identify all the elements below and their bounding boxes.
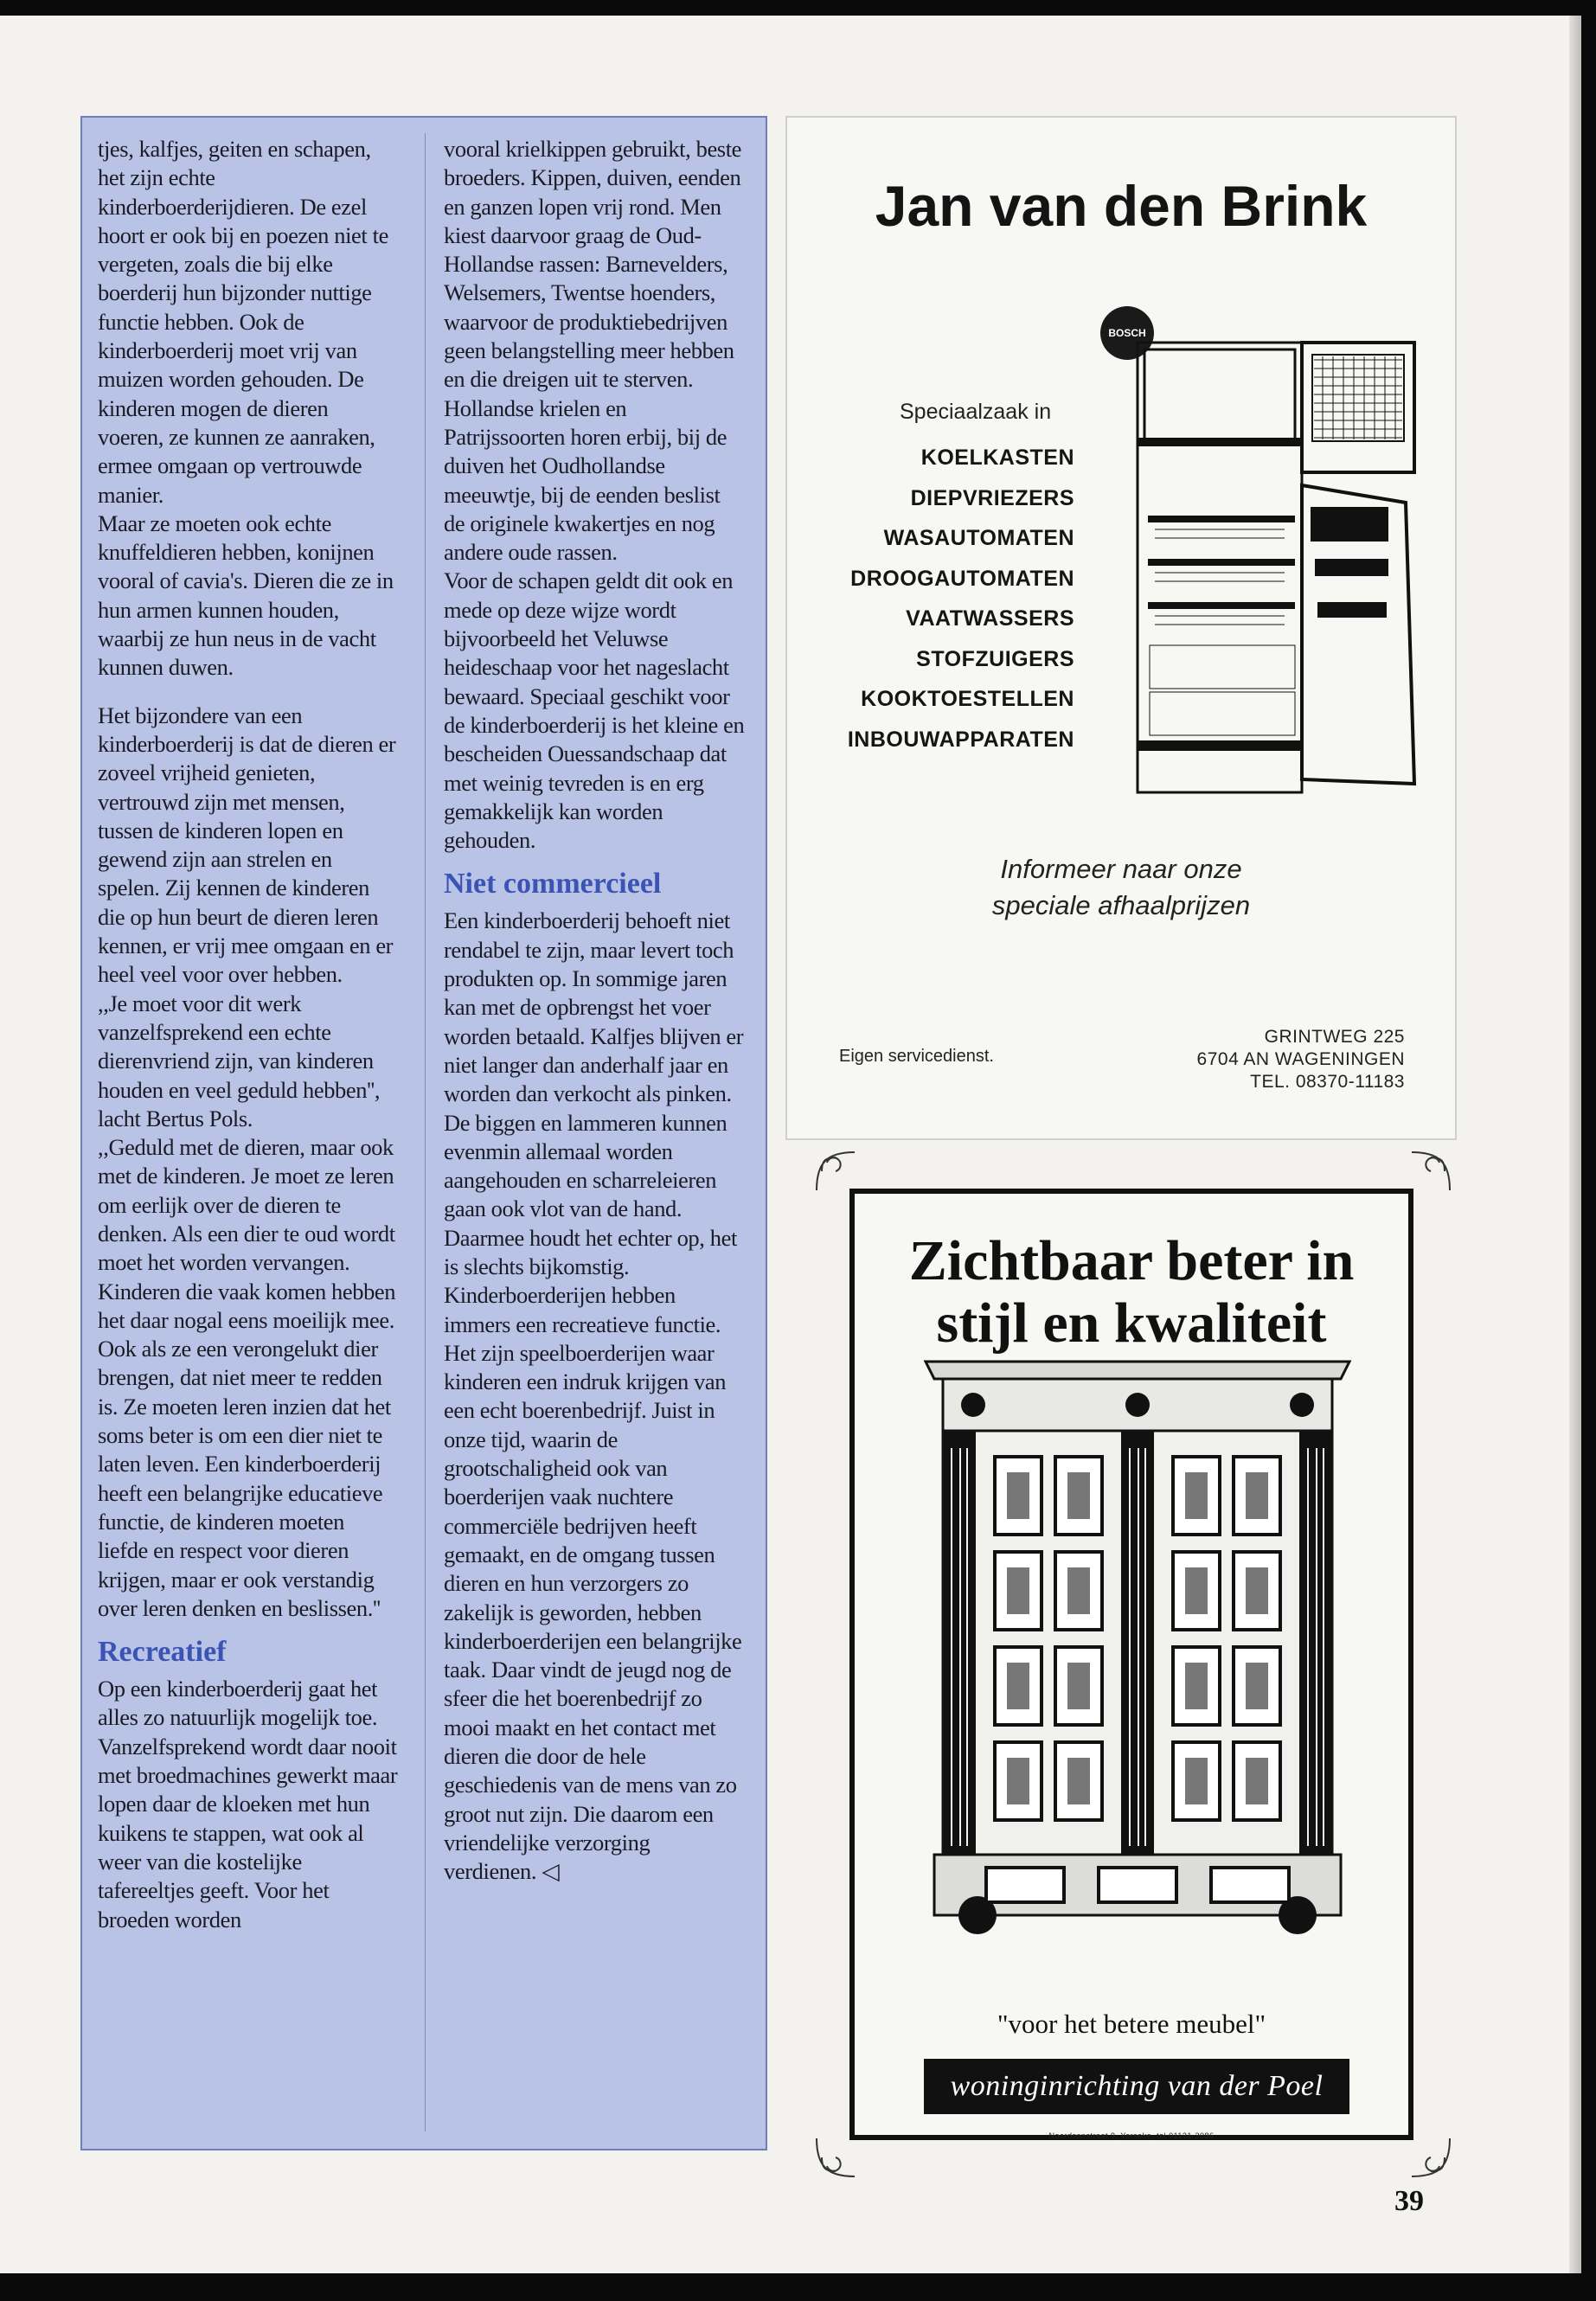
ad-frame — [849, 1189, 1413, 2140]
article-column-right — [444, 135, 745, 1887]
product-item: DROOGAUTOMATEN — [850, 566, 1074, 591]
article-panel — [80, 116, 767, 2150]
product-item: STOFZUIGERS — [916, 646, 1074, 671]
ad-headline-line: stijl en kwaliteit — [936, 1292, 1327, 1355]
article-paragraph: Het zijn speelboerderijen waar kinderen een indruk krijgen van een echt boerenbedrijf. Juist in onze tijd, waarin de grootschaligheid ook van boerderijen vaak nuchtere commerciële bedrijven heeft gemaakt, en de omgang tussen dieren en hun verzorgers zo zakelijk is geworden, hebben kinderboerderijen een belangrijke taak. Daar vindt de jeugd nog de sfeer die het boerenbedrijf zo mooi maakt en het contact met dieren die door de hele geschiedenis van de mens van zo groot nut zijn. Die daarom een vriendelijke verzorging verdienen. ◁ — [444, 1339, 742, 1885]
page-edge — [1569, 16, 1581, 2273]
article-paragraph: Maar ze moeten ook echte knuffeldieren hebben, konijnen vooral of cavia's. Dieren die ze in hun armen kunnen houden, waarbij ze hun neus in de vacht kunnen duwen. — [98, 510, 394, 681]
address-street: GRINTWEG 225 — [1264, 1027, 1405, 1047]
antique-cabinet-illustration-icon — [917, 1344, 1358, 1941]
ad-slogan-line: speciale afhaalprijzen — [991, 890, 1251, 920]
ad-slogan — [787, 851, 1455, 924]
ad-address — [1197, 1026, 1405, 1093]
advertisement-jan-van-den-brink — [785, 116, 1457, 1140]
ad-lead-text: Speciaalzaak in — [900, 400, 1052, 424]
ad-headline-line: Zichtbaar beter in — [908, 1229, 1355, 1292]
article-paragraph: Voor de schapen geldt dit ook en mede op deze wijze wordt bijvoorbeeld het Veluwse heideschaap voor het nageslacht bewaard. Speciaal geschikt voor de kinderboerderij is het kleine en bescheiden Ouessandschaap dat met weinig tevreden is en erg gemakkelijk kan worden gehouden. — [444, 567, 745, 854]
article-paragraph: Een kinderboerderij behoeft niet rendabel te zijn, maar levert toch produkten op. In sommige jaren kan met de opbrengst het voer worden betaald. Kalfjes blijven er niet langer dan anderhalf jaar en worden dan verkocht als pinken. De biggen en lammeren kunnen evenmin allemaal worden aangehouden en scharreleieren gaan ook vlot van de hand. Daarmee houdt het echter op, het is slechts bijkomstig. Kinderboerderijen hebben immers een recreatieve functie. — [444, 907, 744, 1337]
ad-contact: Noordsanstraat 9, Yerseke, tel 01131-2086 — [1048, 2131, 1215, 2140]
article-column-left — [98, 135, 399, 1934]
advertisement-van-der-poel — [810, 1145, 1457, 2183]
page-number: 39 — [1394, 2185, 1424, 2217]
article-paragraph: tjes, kalfjes, geiten en schapen, het zijn echte kinderboerderijdieren. De ezel hoort er ook bij en poezen niet te vergeten, zoals die bij elke boerderij hun bijzonder nuttige functie hebben. Ook de kinderboerderij moet vrij van muizen worden gehouden. De kinderen mogen de dieren voeren, ze kunnen ze aanraken, ermee omgaan op vertrouwde manier. — [98, 136, 388, 508]
product-list — [848, 438, 1074, 760]
column-divider — [425, 133, 426, 2131]
product-item: INBOUWAPPARATEN — [847, 727, 1074, 752]
product-item: KOELKASTEN — [920, 445, 1074, 470]
article-paragraph: Op een kinderboerderij gaat het alles zo natuurlijk mogelijk toe. Vanzelfsprekend wordt daar nooit met broedmachines gewerkt maar lopen daar de kloeken met hun kuikens te stappen, wat ook al weer van die kostelijke tafereeltjes geeft. Voor het broeden worden — [98, 1676, 398, 1932]
article-paragraph: Het bijzondere van een kinderboerderij is dat de dieren er zoveel vrijheid genieten, vertrouwd zijn met mensen, tussen de kinderen lopen en gewend zijn aan strelen en spelen. Zij kennen de kinderen die op hun beurt de dieren leren kennen, er vrij mee omgaan en er heel veel voor over hebben. — [98, 702, 396, 988]
product-item: DIEPVRIEZERS — [910, 485, 1074, 510]
article-paragraph: ,,Geduld met de dieren, maar ook met de kinderen. Je moet ze leren om eerlijk over de dieren te denken. Als een dier te oud wordt moet het worden vervangen. Kinderen die vaak komen hebben het daar nogal eens moeilijk mee. Ook als ze een verongelukt dier brengen, dat niet meer te redden is. Ze moeten leren inzien dat het soms beter is om een dier niet te laten leven. Een kinderboerderij heeft een belangrijke educatieve functie, de kinderen moeten liefde en respect voor dieren krijgen, maar er ook verstandig over leren denken en beslissen.'' — [98, 1134, 396, 1621]
address-city: 6704 AN WAGENINGEN — [1196, 1049, 1405, 1069]
ad-slogan-line: Informeer naar onze — [1000, 854, 1242, 884]
address-phone: TEL. 08370-11183 — [1250, 1072, 1405, 1092]
bosch-logo-icon: BOSCH — [1100, 306, 1154, 360]
ad-service-note: Eigen servicedienst. — [839, 1047, 994, 1066]
subhead-recreatief: Recreatief — [98, 1636, 227, 1669]
product-item: WASAUTOMATEN — [883, 526, 1074, 550]
magazine-page — [0, 16, 1581, 2273]
brand-logo: woninginrichting van der Poel — [924, 2059, 1349, 2114]
fridge-freezer-illustration-icon — [1129, 334, 1423, 836]
subhead-niet-commercieel: Niet commercieel — [444, 868, 662, 901]
ad-tagline: "voor het betere meubel" — [997, 2009, 1266, 2039]
article-paragraph: ,,Je moet voor dit werk vanzelfsprekend een echte dierenvriend zijn, van kinderen houden en veel geduld hebben'', lacht Bertus Pols. — [98, 990, 381, 1131]
product-item: KOOKTOESTELLEN — [861, 687, 1074, 711]
article-paragraph: vooral krielkippen gebruikt, beste broeders. Kippen, duiven, eenden en ganzen lopen vrij rond. Men kiest daarvoor graag de Oud-Hollandse rassen: Barnevelders, Welsemers, Twentse hoenders, waarvoor de produktiebedrijven geen belangstelling meer hebben en die dreigen uit te sterven. Hollandse krielen en Patrijssoorten horen erbij, bij de duiven het Oudhollandse meeuwtje, bij de eenden beslist de originele kwakertjes en nog andere oude rassen. — [444, 136, 742, 566]
product-item: VAATWASSERS — [906, 606, 1074, 631]
ad-headline — [855, 1230, 1408, 1355]
ad-title: Jan van den Brink — [875, 174, 1368, 238]
